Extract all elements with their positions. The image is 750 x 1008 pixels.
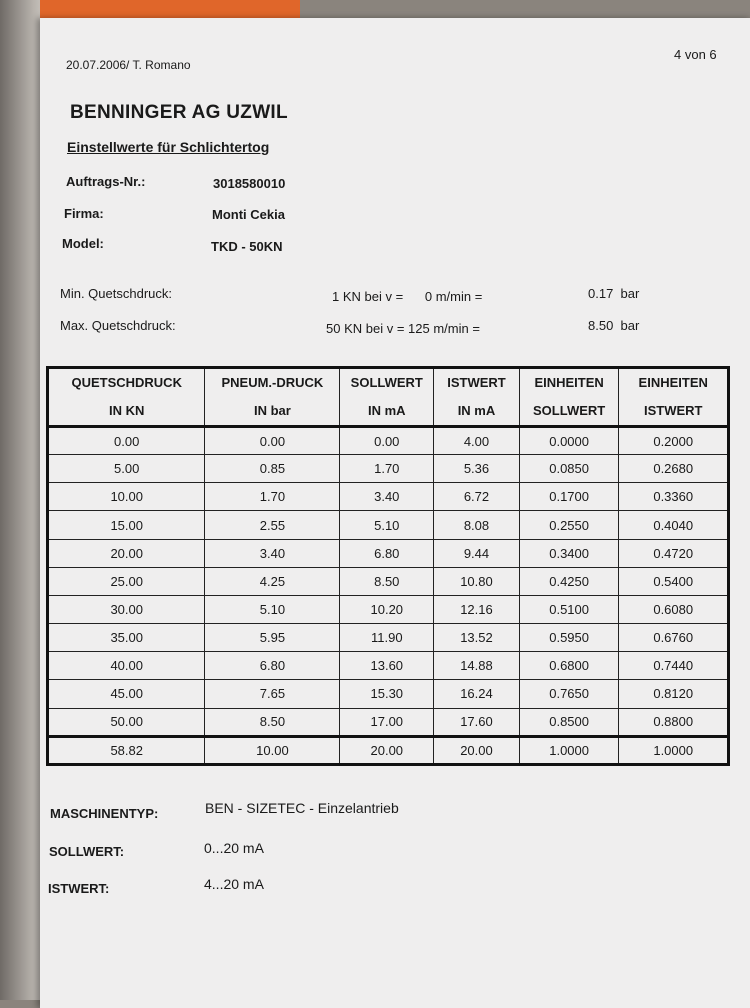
header-cell: ISTWERT bbox=[434, 368, 520, 398]
table-cell: 20.00 bbox=[434, 736, 520, 764]
header-cell: IN bar bbox=[205, 397, 340, 427]
table-cell: 40.00 bbox=[48, 652, 205, 680]
table-cell: 0.85 bbox=[205, 455, 340, 483]
table-cell: 1.0000 bbox=[519, 736, 619, 764]
table-cell: 0.8120 bbox=[619, 680, 729, 708]
table-cell: 15.00 bbox=[48, 511, 205, 539]
table-cell: 12.16 bbox=[434, 595, 520, 623]
min-pressure-condition: 1 KN bei v = 0 m/min = bbox=[332, 289, 483, 304]
istwert-value: 4...20 mA bbox=[204, 876, 264, 892]
table-cell: 5.95 bbox=[205, 624, 340, 652]
header-cell: IN mA bbox=[434, 397, 520, 427]
header-cell: PNEUM.-DRUCK bbox=[205, 368, 340, 398]
table-cell: 25.00 bbox=[48, 567, 205, 595]
table-cell: 4.00 bbox=[434, 427, 520, 455]
table-cell: 2.55 bbox=[205, 511, 340, 539]
company-title: BENNINGER AG UZWIL bbox=[70, 102, 288, 123]
table-cell: 0.2550 bbox=[519, 511, 619, 539]
table-cell: 13.60 bbox=[340, 652, 434, 680]
document-subtitle: Einstellwerte für Schlichtertog bbox=[67, 139, 270, 155]
table-row bbox=[48, 511, 729, 539]
table-row bbox=[48, 483, 729, 511]
table-cell: 16.24 bbox=[434, 680, 520, 708]
order-label: Auftrags-Nr.: bbox=[66, 174, 146, 189]
table-cell: 8.50 bbox=[205, 708, 340, 736]
table-cell: 0.2680 bbox=[619, 455, 729, 483]
table-cell: 6.72 bbox=[434, 483, 520, 511]
max-pressure-condition: 50 KN bei v = 125 m/min = bbox=[326, 321, 480, 336]
table-cell: 58.82 bbox=[48, 736, 205, 764]
table-cell: 17.00 bbox=[340, 708, 434, 736]
model-value: TKD - 50KN bbox=[211, 239, 283, 254]
order-value: 3018580010 bbox=[213, 176, 286, 191]
table-row bbox=[48, 680, 729, 708]
table-cell: 14.88 bbox=[434, 652, 520, 680]
sollwert-label: SOLLWERT: bbox=[49, 844, 125, 859]
header-cell: QUETSCHDRUCK bbox=[48, 368, 205, 398]
firm-label: Firma: bbox=[64, 206, 104, 221]
table-header-row-top bbox=[48, 368, 729, 398]
table-cell: 10.80 bbox=[434, 567, 520, 595]
table-cell: 0.6800 bbox=[519, 652, 619, 680]
table-cell: 5.00 bbox=[48, 455, 205, 483]
min-pressure-value: 0.17 bar bbox=[588, 286, 640, 301]
table-cell: 3.40 bbox=[340, 483, 434, 511]
istwert-label: ISTWERT: bbox=[48, 881, 110, 896]
table-cell: 0.5100 bbox=[519, 595, 619, 623]
machine-type-label: MASCHINENTYP: bbox=[50, 806, 159, 821]
table-cell: 45.00 bbox=[48, 680, 205, 708]
table-cell: 3.40 bbox=[205, 539, 340, 567]
settings-table bbox=[46, 366, 730, 766]
table-cell: 13.52 bbox=[434, 624, 520, 652]
date-author: 20.07.2006/ T. Romano bbox=[66, 58, 191, 72]
table-cell: 5.10 bbox=[340, 511, 434, 539]
table-row bbox=[48, 624, 729, 652]
table-cell: 5.36 bbox=[434, 455, 520, 483]
table-cell: 20.00 bbox=[340, 736, 434, 764]
header-cell: SOLLWERT bbox=[519, 397, 619, 427]
header-cell: EINHEITEN bbox=[619, 368, 729, 398]
table-cell: 0.6080 bbox=[619, 595, 729, 623]
table-cell: 0.1700 bbox=[519, 483, 619, 511]
table-cell: 0.8800 bbox=[619, 708, 729, 736]
table-cell: 10.20 bbox=[340, 595, 434, 623]
table-cell: 15.30 bbox=[340, 680, 434, 708]
header-cell: IN KN bbox=[48, 397, 205, 427]
page-number: 4 von 6 bbox=[674, 47, 717, 62]
table-cell: 0.4040 bbox=[619, 511, 729, 539]
table-cell: 0.7440 bbox=[619, 652, 729, 680]
table-cell: 30.00 bbox=[48, 595, 205, 623]
table-cell: 1.70 bbox=[205, 483, 340, 511]
table-cell: 8.08 bbox=[434, 511, 520, 539]
table-cell: 0.6760 bbox=[619, 624, 729, 652]
table-cell: 6.80 bbox=[340, 539, 434, 567]
table-cell: 11.90 bbox=[340, 624, 434, 652]
header-cell: SOLLWERT bbox=[340, 368, 434, 398]
table-row bbox=[48, 708, 729, 736]
table-cell: 1.0000 bbox=[619, 736, 729, 764]
table-cell: 0.00 bbox=[48, 427, 205, 455]
table-cell: 10.00 bbox=[48, 483, 205, 511]
header-cell: IN mA bbox=[340, 397, 434, 427]
table-cell: 0.2000 bbox=[619, 427, 729, 455]
firm-value: Monti Cekia bbox=[212, 207, 285, 222]
table-cell: 0.0000 bbox=[519, 427, 619, 455]
sollwert-value: 0...20 mA bbox=[204, 840, 264, 856]
table-row bbox=[48, 567, 729, 595]
table-cell: 0.0850 bbox=[519, 455, 619, 483]
table-cell: 7.65 bbox=[205, 680, 340, 708]
table-cell: 1.70 bbox=[340, 455, 434, 483]
table-cell: 10.00 bbox=[205, 736, 340, 764]
table-row bbox=[48, 652, 729, 680]
model-label: Model: bbox=[62, 236, 104, 251]
table-header-row-bottom bbox=[48, 397, 729, 427]
table-cell: 20.00 bbox=[48, 539, 205, 567]
table-cell: 9.44 bbox=[434, 539, 520, 567]
table-cell: 8.50 bbox=[340, 567, 434, 595]
table-row bbox=[48, 455, 729, 483]
table-row bbox=[48, 595, 729, 623]
table-cell: 0.00 bbox=[340, 427, 434, 455]
table-cell: 0.8500 bbox=[519, 708, 619, 736]
table-cell: 0.00 bbox=[205, 427, 340, 455]
max-pressure-label: Max. Quetschdruck: bbox=[60, 318, 176, 333]
header-cell: EINHEITEN bbox=[519, 368, 619, 398]
min-pressure-label: Min. Quetschdruck: bbox=[60, 286, 172, 301]
table-cell: 4.25 bbox=[205, 567, 340, 595]
table-cell: 0.5400 bbox=[619, 567, 729, 595]
table-cell: 0.4250 bbox=[519, 567, 619, 595]
table-cell: 17.60 bbox=[434, 708, 520, 736]
table-cell: 0.3360 bbox=[619, 483, 729, 511]
table-cell: 50.00 bbox=[48, 708, 205, 736]
table-cell: 35.00 bbox=[48, 624, 205, 652]
header-cell: ISTWERT bbox=[619, 397, 729, 427]
table-row bbox=[48, 736, 729, 764]
table-cell: 6.80 bbox=[205, 652, 340, 680]
table-cell: 0.5950 bbox=[519, 624, 619, 652]
machine-type-value: BEN - SIZETEC - Einzelantrieb bbox=[205, 800, 399, 816]
table-row bbox=[48, 427, 729, 455]
table-cell: 0.3400 bbox=[519, 539, 619, 567]
table-cell: 0.4720 bbox=[619, 539, 729, 567]
max-pressure-value: 8.50 bar bbox=[588, 318, 640, 333]
table-row bbox=[48, 539, 729, 567]
table-cell: 5.10 bbox=[205, 595, 340, 623]
table-cell: 0.7650 bbox=[519, 680, 619, 708]
